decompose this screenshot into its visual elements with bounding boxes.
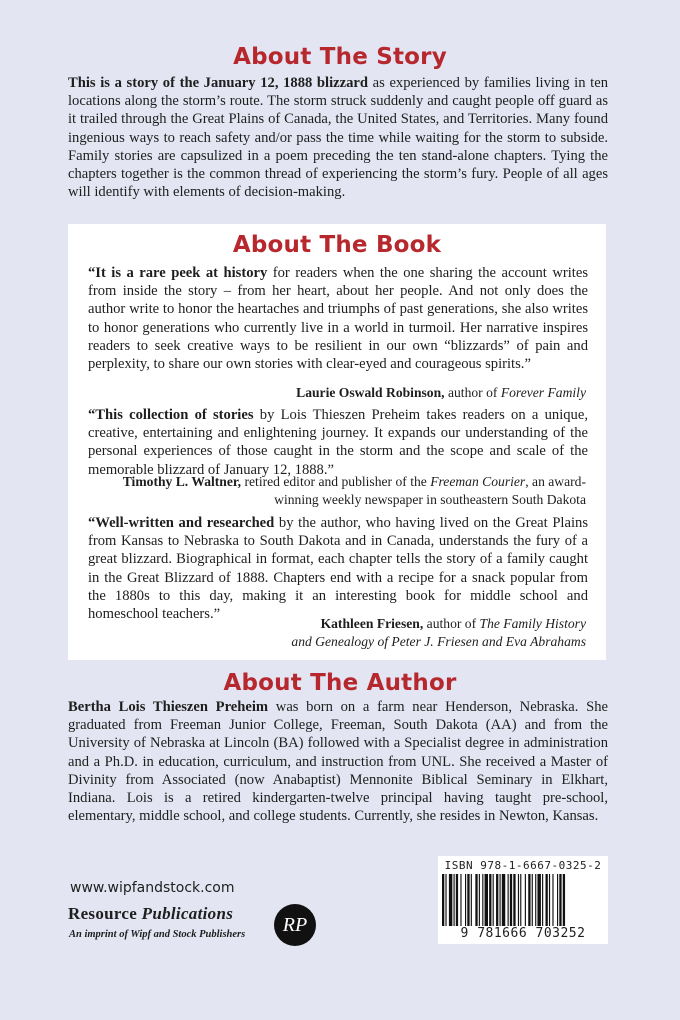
quote-2-body: by Lois Thieszen Preheim takes readers on a unique, creative, entertaining and enlightening journey. It expands our understanding of the personal experiences of those caught in the storm and the scope and scale of the memorable blizzard of January 12, 1888.” <box>88 407 588 478</box>
quote-3-role: author of <box>423 616 480 631</box>
quote-1-role: author of <box>444 385 501 400</box>
barcode-digits: 9 781666 703252 <box>460 926 586 941</box>
barcode-bar <box>535 874 536 926</box>
barcode-bar <box>493 874 494 926</box>
barcode-bar <box>510 874 512 926</box>
barcode-bar <box>482 874 483 926</box>
publisher-name <box>68 904 233 924</box>
quote-2 <box>88 406 588 479</box>
barcode-bar <box>557 874 558 926</box>
barcode-bar <box>456 874 458 926</box>
isbn-text: ISBN 978-1-6667-0325-2 <box>444 859 602 872</box>
barcode-bar <box>528 874 530 926</box>
barcode-bar <box>445 874 446 926</box>
barcode-bar <box>475 874 477 926</box>
quote-1-body: for readers when the one sharing the account writes from inside the story – from her heart, about her people. And not only does the author write to honor the heartaches and triumphs of past generations, she also writes to honor generations who currently live in a world in turmoil. Her narrative inspires readers to seek creative ways to be resilient in our own “blizzards” of pain and perplexity, to share our own stories with clear-eyed and courageous spirits.” <box>88 265 588 373</box>
rp-logo-icon: RP <box>274 904 316 946</box>
about-book-panel <box>68 224 606 660</box>
barcode-icon <box>442 874 604 926</box>
quote-2-work: Freeman Courier <box>430 474 526 489</box>
quote-2-role: retired editor and publisher of the <box>241 474 431 489</box>
quote-3-body: by the author, who having lived on the Great Plains from Kansas to Nebraska to South Dakota and in Canada, understands the fury of a great blizzard. Biographical in format, each chapter tells the story of a family caught in the Great Blizzard of 1888. Chapters end with a recipe for a snack popular from the 1880s to this day, making it an interesting book for middle school and homeschool teachers.” <box>88 515 588 623</box>
barcode-bar <box>520 874 521 926</box>
quote-2-lead: “This collection of stories <box>88 407 254 423</box>
barcode-bar <box>537 874 540 926</box>
barcode-bar <box>546 874 548 926</box>
barcode-bar <box>549 874 550 926</box>
author-name: Bertha Lois Thieszen Preheim <box>68 699 269 715</box>
barcode-bar <box>518 874 519 926</box>
barcode-bar <box>471 874 472 926</box>
publisher-name-b: Publications <box>141 904 234 923</box>
barcode-bar <box>489 874 491 926</box>
barcode-bar <box>460 874 461 926</box>
book-heading: About The Book <box>232 232 442 258</box>
barcode-bar <box>442 874 444 926</box>
quote-1-author: Laurie Oswald Robinson, <box>296 385 445 400</box>
barcode-bar <box>454 874 455 926</box>
barcode-bar <box>532 874 533 926</box>
quote-3-lead: “Well-written and researched <box>88 515 275 531</box>
quote-2-role-suffix: , an award-winning weekly newspaper in southeastern South Dakota <box>274 474 586 507</box>
barcode-bar <box>513 874 515 926</box>
barcode-bar <box>563 874 565 926</box>
quote-1 <box>88 264 588 373</box>
author-heading: About The Author <box>223 670 457 696</box>
quote-2-author: Timothy L. Waltner, <box>122 474 242 489</box>
story-body: as experienced by families living in ten locations along the storm’s route. The storm struck suddenly and caught people off guard as it trailed through the Great Plains of Canada, the United States, and Territories. Many found ingenious ways to reach safety and/or pass the time while waiting for the storm to subside. Family stories are capsulized in a poem preceding the ten stand-alone chapters. Tying the chapters together is the common thread of experiencing the storm’s fury. People of all ages will identify with elements of decision-making. <box>68 75 608 201</box>
barcode-bar <box>467 874 469 926</box>
publisher-imprint: An imprint of Wipf and Stock Publishers <box>69 929 246 940</box>
quote-3-author: Kathleen Friesen, <box>320 616 424 631</box>
barcode-bar <box>525 874 526 926</box>
quote-3-work: The Family History <box>479 616 586 631</box>
quote-1-lead: “It is a rare peek at history <box>88 265 268 281</box>
quote-3 <box>88 514 588 623</box>
story-lead: This is a story of the January 12, 1888 blizzard <box>68 75 369 91</box>
barcode-bar <box>479 874 480 926</box>
quote-3-work-line2: and Genealogy of Peter J. Friesen and Eva Abrahams <box>291 633 586 649</box>
isbn-barcode <box>438 856 608 944</box>
quote-2-attribution <box>88 473 586 508</box>
barcode-bar <box>500 874 501 926</box>
barcode-bar <box>559 874 561 926</box>
barcode-bar <box>542 874 543 926</box>
barcode-bar <box>485 874 488 926</box>
barcode-bar <box>552 874 553 926</box>
barcode-bar <box>496 874 498 926</box>
story-heading: About The Story <box>233 44 447 70</box>
quote-3-attribution <box>88 615 586 650</box>
barcode-bar <box>449 874 452 926</box>
barcode-bar <box>502 874 505 926</box>
barcode-bar <box>465 874 466 926</box>
barcode-bar <box>508 874 509 926</box>
quote-1-work: Forever Family <box>500 385 586 400</box>
publisher-website: www.wipfandstock.com <box>70 880 235 896</box>
author-body: was born on a farm near Henderson, Nebraska. She graduated from Freeman Junior College, Freeman, South Dakota (AA) and from the University of Nebraska at Lincoln (BA) followed with a Specialist degree in administration and a Ph.D. in education, curriculum, and instruction from UNL. She received a Master of Divinity from Associated (now Anabaptist) Mennonite Biblical Seminary in Elkhart, Indiana. Lois is a retired kindergarten-twelve principal having taught pre-school, elementary, middle school, and college students. Currently, she resides in Newton, Kansas. <box>68 699 609 825</box>
publisher-name-a: Resource <box>68 904 142 923</box>
story-text <box>68 74 608 201</box>
author-text <box>68 698 608 825</box>
quote-1-attribution <box>88 384 586 402</box>
